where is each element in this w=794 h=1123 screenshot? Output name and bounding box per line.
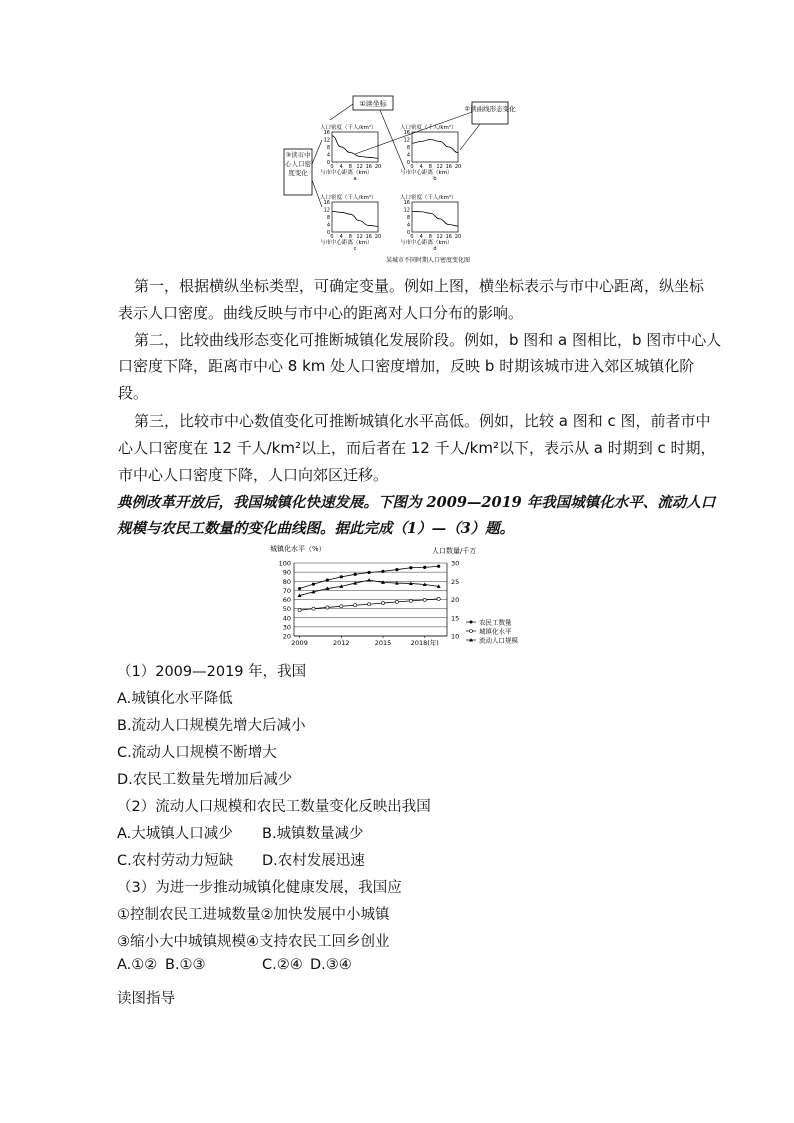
panel-xtick-c: 16 <box>365 234 372 240</box>
chart-right-tick: 30 <box>451 559 460 568</box>
chart-xtick: 2012 <box>333 639 350 647</box>
chart-point <box>409 566 412 569</box>
panel-frame-d <box>412 202 458 232</box>
panel-xtick-c: 4 <box>339 234 343 240</box>
chart-point <box>381 570 384 573</box>
panel-ytick-b: 8 <box>406 145 410 151</box>
panel-xtick-c: 8 <box>348 234 352 240</box>
panel-xtick-d: 0 <box>410 234 414 240</box>
panel-xlabel-b: 与市中心距离（km） <box>400 170 453 176</box>
panel-curve-c <box>332 211 378 226</box>
chart-legend-marker <box>470 630 473 633</box>
example-line2: 规模与农民工数量的变化曲线图。据此完成（1）—（3）题。 <box>117 520 515 537</box>
q3-option-c[interactable]: C.②④ <box>262 957 303 973</box>
chart-left-tick: 90 <box>282 568 291 577</box>
panel-xtick-a: 8 <box>348 164 352 170</box>
chart-right-tick: 25 <box>451 577 460 586</box>
chart-series-line <box>300 566 439 588</box>
chart-point <box>395 568 398 571</box>
panel-ytick-d: 4 <box>406 222 410 229</box>
panel-xtick-c: 20 <box>374 234 382 240</box>
panel-ytick-a: 8 <box>326 145 330 151</box>
panel-ytick-a: 16 <box>323 130 330 136</box>
panel-curve-a <box>332 136 378 159</box>
chart-point <box>423 566 426 569</box>
chart-point <box>437 565 440 568</box>
chart-right-tick: 10 <box>451 632 460 641</box>
question-2: （2）流动人口规模和农民工数量变化反映出我国 <box>117 799 431 815</box>
panel-letter-b: b <box>433 176 437 182</box>
panel-xtick-a: 4 <box>339 164 343 170</box>
panel-xtick-b: 20 <box>454 164 462 170</box>
panel-ytick-c: 12 <box>323 207 330 214</box>
density-panels <box>320 123 461 252</box>
p2-line2: 口密度下降，距离市中心 8 km 处人口密度增加，反映 b 时期该城市进入郊区城镇化阶 <box>118 357 695 375</box>
example-line1: 典例改革开放后，我国城镇化快速发展。下图为 2009—2019 年我国城镇化水平、流动人口 <box>117 494 716 511</box>
p3-line1: 第三，比较市中心数值变化可推断城镇化水平高低。例如，比较 a 图和 c 图，前者市中 <box>134 412 711 430</box>
callout-axes: ①读坐标 <box>359 100 387 108</box>
chart-point <box>437 597 440 600</box>
panel-xlabel-c: 与市中心距离（km） <box>320 240 373 246</box>
p1-line1: 第一，根据横纵坐标类型，可确定变量。例如上图，横坐标表示与市中心距离，纵坐标 <box>134 277 705 295</box>
chart-point <box>298 609 301 612</box>
chart-point <box>368 571 371 574</box>
chart-point <box>368 603 371 606</box>
panel-xtick-b: 4 <box>419 164 423 170</box>
panel-xtick-a: 16 <box>365 164 372 170</box>
panel-ytick-b: 12 <box>403 137 410 144</box>
chart-point <box>326 606 329 609</box>
callout-curve <box>464 104 516 113</box>
panel-ytick-c: 16 <box>323 200 330 206</box>
panel-ytick-c: 8 <box>326 215 330 221</box>
q1-option-c[interactable]: C.流动人口规模不断增大 <box>117 745 277 761</box>
panel-xtick-d: 4 <box>419 234 423 240</box>
q3-statements-1: ①控制农民工进城数量②加快发展中小城镇 <box>117 907 390 923</box>
panel-xtick-b: 8 <box>428 164 432 170</box>
chart-point <box>312 607 315 610</box>
chart-point <box>354 573 357 576</box>
reading-guide-heading: 读图指导 <box>117 991 175 1007</box>
panel-xtick-d: 20 <box>454 234 462 240</box>
chart-left-tick: 20 <box>282 632 291 641</box>
panel-ytick-a: 0 <box>326 160 330 166</box>
q3-option-a[interactable]: A.①② <box>117 957 158 973</box>
chart-left-tick: 60 <box>282 596 291 604</box>
panel-xtick-d: 16 <box>445 234 452 240</box>
q3-option-b[interactable]: B.①③ <box>165 957 206 973</box>
panel-ytick-d: 0 <box>406 230 410 236</box>
p1-line2: 表示人口密度。曲线反映与市中心的距离对人口分布的影响。 <box>118 304 524 322</box>
panel-xtick-a: 12 <box>356 164 363 170</box>
question-1: （1）2009—2019 年，我国 <box>117 664 307 680</box>
question-3: （3）为进一步推动城镇化健康发展，我国应 <box>117 880 402 896</box>
chart-point <box>298 587 301 590</box>
p3-line3: 市中心人口密度下降，人口向郊区迁移。 <box>118 466 389 484</box>
chart-legend-marker <box>470 621 473 624</box>
panel-xlabel-d: 与市中心距离（km） <box>400 240 453 246</box>
chart-point <box>326 579 329 582</box>
q2-option-b[interactable]: B.城镇数量减少 <box>262 826 364 842</box>
q2-option-c[interactable]: C.农村劳动力短缺 <box>117 853 234 869</box>
panel-curve-b <box>412 140 458 153</box>
chart-left-tick: 40 <box>282 614 291 623</box>
panel-letter-a: a <box>353 176 357 182</box>
panel-letter-d: d <box>433 246 437 252</box>
chart-point <box>395 600 398 603</box>
chart-xtick: 2009 <box>291 639 308 647</box>
chart-right-tick: 20 <box>451 596 460 604</box>
panel-xtick-d: 12 <box>436 234 443 240</box>
panel-ytick-d: 16 <box>403 200 410 206</box>
chart-point <box>354 604 357 607</box>
panel-frame-b <box>412 132 458 162</box>
chart-left-tick: 80 <box>282 577 291 586</box>
panel-ytick-a: 12 <box>323 137 330 144</box>
panel-ytick-a: 4 <box>326 152 330 159</box>
p3-line2: 心人口密度在 12 千人/km²以上，而后者在 12 千人/km²以下，表示从 a 时期到 c 时期， <box>118 439 716 457</box>
chart-point <box>423 598 426 601</box>
panel-ytick-d: 12 <box>403 207 410 214</box>
panel-xtick-d: 8 <box>428 234 432 240</box>
panel-xtick-b: 12 <box>436 164 443 170</box>
panel-ylabel-c: 人口密度（千人/km²） <box>320 195 377 201</box>
panel-ytick-b: 0 <box>406 160 410 166</box>
panel-ytick-c: 0 <box>326 230 330 236</box>
panel-letter-c: c <box>353 246 357 252</box>
chart-point <box>340 605 343 608</box>
q1-option-b[interactable]: B.流动人口规模先增大后减小 <box>117 718 306 734</box>
panel-ylabel-d: 人口密度（千人/km²） <box>400 195 457 201</box>
q1-option-a[interactable]: A.城镇化水平降低 <box>117 691 233 707</box>
p2-line3: 段。 <box>118 384 149 402</box>
panel-xtick-a: 0 <box>330 164 334 170</box>
chart-legend-label: 流动人口规模 <box>479 636 518 645</box>
panel-ytick-b: 4 <box>406 152 410 159</box>
chart-point <box>312 583 315 586</box>
chart-legend-label: 农民工数量 <box>479 618 512 627</box>
chart-legend-label: 城镇化水平 <box>479 627 512 636</box>
density-figure <box>280 92 520 272</box>
panel-ylabel-a: 人口密度（千人/km²） <box>320 125 377 131</box>
chart-point <box>367 578 371 582</box>
chart-point <box>409 599 412 602</box>
chart-left-tick: 100 <box>278 559 291 568</box>
chart-left-tick: 30 <box>282 623 291 632</box>
q3-option-d[interactable]: D.③④ <box>310 957 352 973</box>
chart-point <box>381 601 384 604</box>
callout-curve-text: ②读曲线形态变化 <box>464 105 516 113</box>
panel-curve-d <box>412 211 458 226</box>
urbanization-chart <box>262 541 552 656</box>
callout-center: ③读市中心人口密度变化 <box>285 151 311 177</box>
panel-ytick-b: 16 <box>403 130 410 136</box>
chart-left-tick: 50 <box>282 605 291 614</box>
panel-xtick-b: 16 <box>445 164 452 170</box>
q2-option-d[interactable]: D.农村发展迅速 <box>262 853 365 869</box>
panel-xtick-c: 12 <box>356 234 363 240</box>
panel-ylabel-b: 人口密度（千人/km²） <box>400 125 457 131</box>
panel-xtick-a: 20 <box>374 164 382 170</box>
panel-xlabel-a: 与市中心距离（km） <box>320 170 373 176</box>
chart-ylabel-right: 人口数量/千万 <box>432 547 477 555</box>
chart-xtick: 2015 <box>374 639 392 647</box>
p2-line1: 第二，比较曲线形态变化可推断城镇化发展阶段。例如，b 图和 a 图相比，b 图市中心人 <box>134 331 722 349</box>
fig1-caption: 某城市不同时期人口密度变化图 <box>385 257 471 264</box>
chart-xtick: 2018(年) <box>410 639 439 647</box>
panel-ytick-c: 4 <box>326 222 330 229</box>
chart-right-tick: 15 <box>451 614 460 623</box>
chart-point <box>340 575 343 578</box>
q3-statements-2: ③缩小大中城镇规模④支持农民工回乡创业 <box>117 934 390 950</box>
panel-ytick-d: 8 <box>406 215 410 221</box>
panel-xtick-c: 0 <box>330 234 334 240</box>
chart-ylabel-left: 城镇化水平（%） <box>270 545 326 553</box>
q1-option-d[interactable]: D.农民工数量先增加后减少 <box>117 772 293 788</box>
chart-left-tick: 70 <box>282 586 291 595</box>
panel-xtick-b: 0 <box>410 164 414 170</box>
q2-option-a[interactable]: A.大城镇人口减少 <box>117 826 233 842</box>
